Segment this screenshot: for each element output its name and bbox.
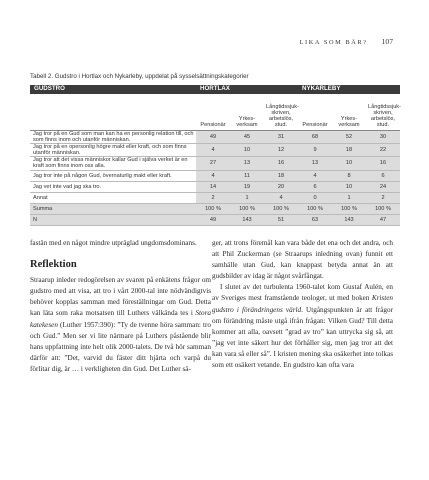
cell-value: 10 [332,181,366,192]
cell-value: 4 [264,192,298,203]
cell-value: 16 [264,157,298,170]
col-head: Långtidssjuk- skriven, arbetslös, stud. [366,94,400,131]
book-title: Stora katekesen [30,309,211,329]
text-run: Straarup inleder redogörelsen av svaren på enkätens frågor om gudstro med att visa, att tro i vårt 2000-tal inte nödvändigtvis behöver kopplas samman med föreställningar om Gud. Detta kan läta som raka motsatsen till Luthers välkända tes i [30,276,211,318]
cell-value: 30 [366,131,400,144]
data-table [30,85,400,226]
cell-value: 10 [332,157,366,170]
table-row [30,144,400,157]
cell-value: 16 [366,157,400,170]
row-label: Jag tror på en opersonlig högre makt eller kraft, och som finns utanför människan. [30,144,196,157]
table-row [30,170,400,181]
section-heading: Reflektion [30,259,77,271]
cell-value: 18 [264,170,298,181]
cell-value: 4 [196,170,230,181]
cell-value: 100 % [332,203,366,214]
table-row [30,214,400,225]
cell-value: 6 [366,170,400,181]
cell-value: 4 [196,144,230,157]
cell-value: 9 [298,144,332,157]
cell-value: 52 [332,131,366,144]
cell-value: 100 % [264,203,298,214]
cell-value: 0 [298,192,332,203]
cell-value: 18 [332,144,366,157]
cell-value: 100 % [298,203,332,214]
cell-value: 11 [230,170,264,181]
cell-value: 47 [366,214,400,225]
cell-value: 51 [264,214,298,225]
cell-value: 100 % [196,203,230,214]
table-row [30,131,400,144]
col-head: Pensionär [196,94,230,131]
table-row [30,181,400,192]
cell-value: 143 [230,214,264,225]
cell-value: 100 % [366,203,400,214]
row-label: Jag tror på en Gud som man kan ha en personlig relation till, och som finns inom och utanför människan. [30,131,196,144]
running-head-title: LIKA SOM BÄR? [299,39,368,46]
cell-value: 19 [230,181,264,192]
page-number: 107 [381,37,393,46]
table-row [30,157,400,170]
cell-value: 4 [298,170,332,181]
table-caption: Tabell 2. Gudstro i Hortlax och Nykarleby, uppdelat på sysselsättningskategorier [30,73,249,80]
table-row [30,203,400,214]
group-hortlax: HORTLAX [196,85,298,94]
table-column-header [30,94,400,131]
cell-value: 143 [332,214,366,225]
col-head: Yrkes- verksam [230,94,264,131]
cell-value: 100 % [230,203,264,214]
cell-value: 49 [196,214,230,225]
paragraph: fastän med en något mindre utpräglad ungdomsdominans. [30,239,197,247]
cell-value: 49 [196,131,230,144]
group-nykarleby: NYKARLEBY [298,85,400,94]
row-label: Jag tror att det vissa människor kallar Gud i själva verket är en kraft som finns inom oss alla. [30,157,196,170]
row-label: Summa [30,203,196,214]
cell-value: 2 [196,192,230,203]
col-head-blank [30,94,196,131]
cell-value: 13 [230,157,264,170]
cell-value: 20 [264,181,298,192]
paragraph [30,275,211,375]
text-run: . Utgångspunkten är att frågor om förändring måste utgå ifrån frågan: Vilken Gud? Till detta kommer att alla, oavsett ”grad av tro” kan uttrycka sig så, att ”jag vet inte säkert hur det förhåller sig, men jag tror att det kan vara så eller så”. I kristen mening ska osäkerhet inte tolkas som ett osäkert vetande. En gudstro kan ofta vara [212,305,393,370]
table-group-header [30,85,400,94]
row-label: Jag tror inte på någon Gud, övernaturlig makt eller kraft. [30,170,196,181]
cell-value: 2 [366,192,400,203]
cell-value: 10 [230,144,264,157]
cell-value: 13 [298,157,332,170]
cell-value: 8 [332,170,366,181]
cell-value: 27 [196,157,230,170]
cell-value: 1 [332,192,366,203]
left-column [30,238,211,375]
cell-value: 1 [230,192,264,203]
cell-value: 14 [196,181,230,192]
text-run: (Luther 1957:390): ”Ty de tvenne höra samman: tro och Gud.” Men ser vi lite närmare på Luthers påstående blir hans uppfattning inte helt olik 2000-talets. De två hör samman därför att: ”Det, varvid du fäster ditt hjärta och varpå du förlitar dig, är … i verkligheten din Gud. Det Luther sä- [30,320,211,373]
cell-value: 68 [298,131,332,144]
cell-value: 45 [230,131,264,144]
text-run: I slutet av det turbulenta 1960-talet kom Gustaf Aulén, en av Sveriges mest framstående teologer, ut med boken [212,283,393,303]
cell-value: 12 [264,144,298,157]
cell-value: 63 [298,214,332,225]
book-title: Kristen gudstro i förändringens värld [212,294,393,314]
cell-value: 22 [366,144,400,157]
group-label: GUDSTRO [30,85,196,94]
paragraph: ger, att trons föremål kan vara både det ena och det andra, och att Phil Zuckerman (se Straarups inledning ovan) funnit ett samhälle utan Gud, kan knappast betyda annat än att gudsbilder av idag är något svårfångat. [212,239,393,281]
right-column [212,238,393,371]
table-row [30,192,400,203]
paragraph [212,282,393,371]
row-label: Annat [30,192,196,203]
row-label: Jag vet inte vad jag ska tro. [30,181,196,192]
cell-value: 6 [298,181,332,192]
running-head [300,37,393,46]
cell-value: 24 [366,181,400,192]
col-head: Långtidssjuk- skriven, arbetslös, stud. [264,94,298,131]
row-label: N [30,214,196,225]
col-head: Yrkes- verksam [332,94,366,131]
cell-value: 31 [264,131,298,144]
col-head: Pensionär [298,94,332,131]
